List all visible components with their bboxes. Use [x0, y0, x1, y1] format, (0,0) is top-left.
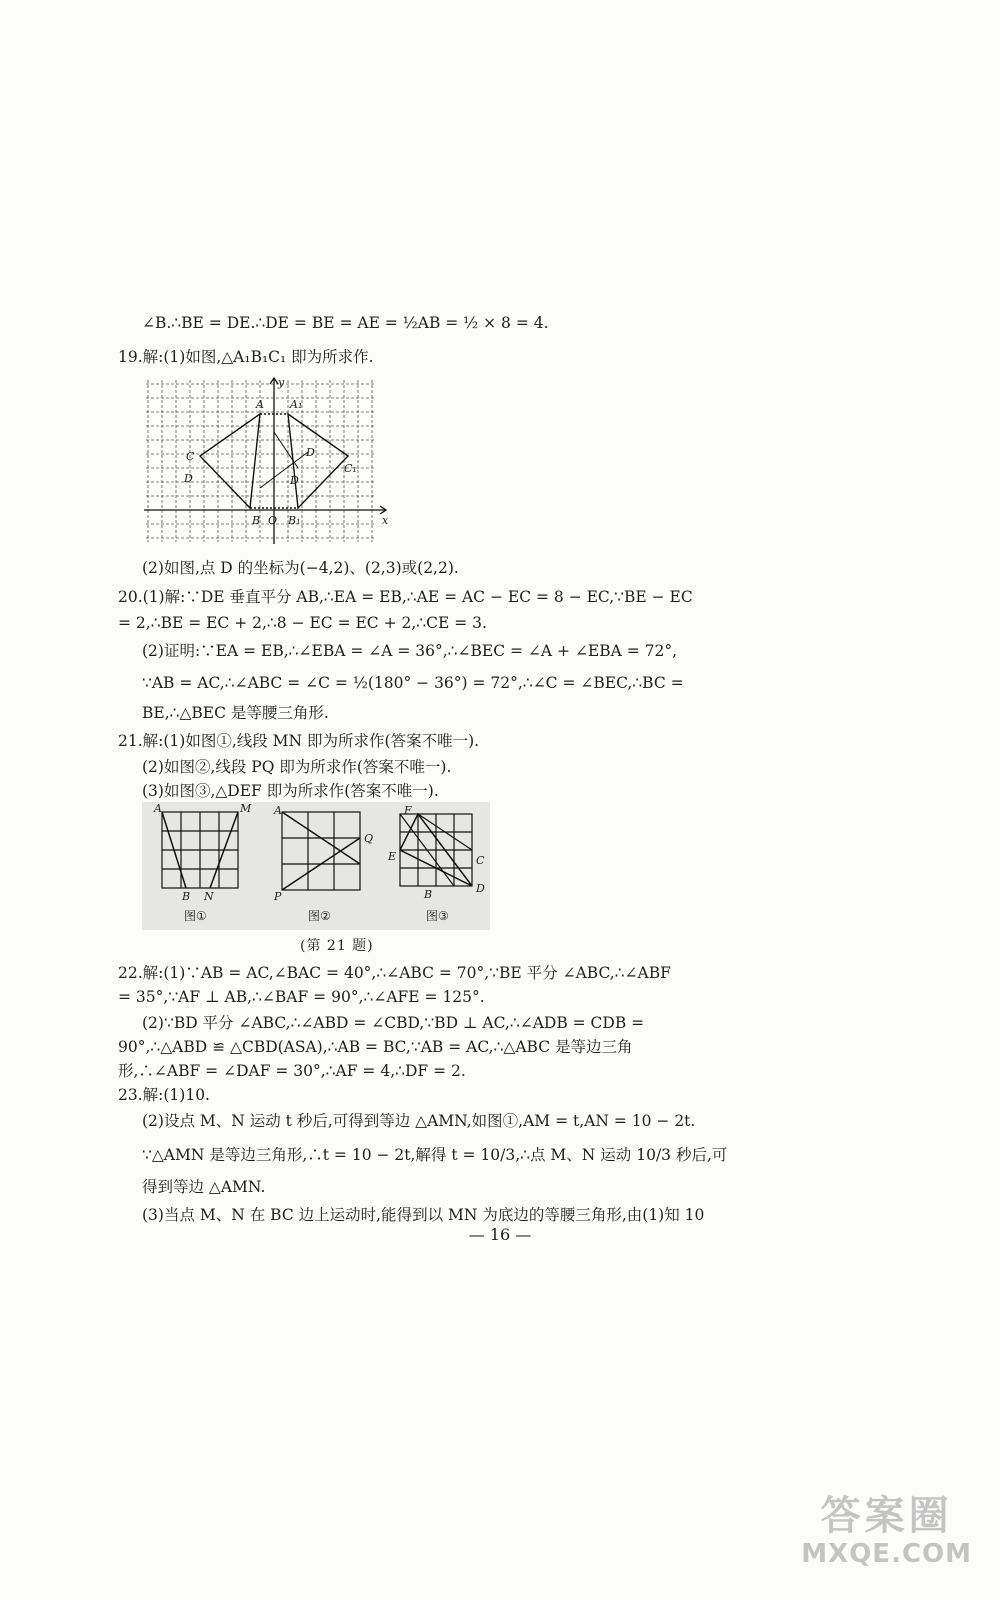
- watermark-logo: [801, 1492, 972, 1568]
- text-line-q20-4: ∵AB = AC,∴∠ABC = ∠C = ½(180° − 36°) = 72°,∴∠C = ∠BEC,∴BC =: [142, 674, 684, 692]
- text-line-q19-2: (2)如图,点 D 的坐标为(−4,2)、(2,3)或(2,2).: [142, 559, 459, 577]
- text-line-q23-4: 得到等边 △AMN.: [142, 1178, 266, 1196]
- fig2-label-q: Q: [364, 832, 374, 845]
- text-line-q22-5: 形,∴∠ABF = ∠DAF = 30°,∴AF = 4,∴DF = 2.: [118, 1062, 466, 1080]
- triangle-a1b1c1: [288, 414, 348, 508]
- fig3-label-d: D: [476, 882, 485, 895]
- fig2-label-p: P: [274, 890, 282, 903]
- text-line-q21-2: (2)如图②,线段 PQ 即为所求作(答案不唯一).: [142, 758, 452, 776]
- text-line-q23-2: (2)设点 M、N 运动 t 秒后,可得到等边 △AMN,如图①,AM = t,AN = 10 − 2t.: [142, 1112, 696, 1130]
- text-line-q22-2: = 35°,∵AF ⊥ AB,∴∠BAF = 90°,∴∠AFE = 125°.: [118, 988, 485, 1006]
- fig3-caption: 图③: [426, 909, 449, 923]
- text-line-q20-1: 20.(1)解:∵DE 垂直平分 AB,∴EA = EB,∴AE = AC − EC = 8 − EC,∵BE − EC: [118, 588, 693, 606]
- figure-caption-q21: (第 21 题): [300, 938, 374, 954]
- fig3-label-b: B: [424, 888, 433, 901]
- fig3-label-c: C: [476, 854, 485, 867]
- point-label-d: D: [184, 472, 193, 485]
- point-label-c: C: [186, 450, 195, 463]
- fig1-caption: 图①: [184, 909, 207, 923]
- text-line-q20-5: BE,∴△BEC 是等腰三角形.: [142, 704, 329, 722]
- fig2-caption: 图②: [308, 909, 331, 923]
- fig3-label-f: F: [404, 804, 412, 817]
- fig3-label-e: E: [388, 850, 397, 863]
- text-line-q23-3: ∵△AMN 是等边三角形,∴t = 10 − 2t,解得 t = 10/3,∴点 M、N 运动 10/3 秒后,可: [142, 1146, 728, 1164]
- point-label-d: D: [306, 446, 315, 459]
- text-line-q22-1: 22.解:(1)∵AB = AC,∠BAC = 40°,∴∠ABC = 70°,∵BE 平分 ∠ABC,∴∠ABF: [118, 964, 671, 982]
- point-label-b1: B₁: [288, 514, 301, 527]
- point-label-a1: A₁: [290, 398, 303, 411]
- text-line-q21-1: 21.解:(1)如图①,线段 MN 即为所求作(答案不唯一).: [118, 732, 480, 750]
- fig1-label-n: N: [204, 890, 214, 903]
- fig1-label-a: A: [154, 802, 162, 815]
- text-line-q20-3: (2)证明:∵EA = EB,∴∠EBA = ∠A = 36°,∴∠BEC = ∠A + ∠EBA = 72°,: [142, 642, 678, 660]
- text-line-continuation: ∠B.∴BE = DE.∴DE = BE = AE = ½AB = ½ × 8 = 4.: [142, 314, 549, 332]
- watermark-url: MXQE.COM: [801, 1539, 972, 1569]
- origin-label-o: O: [268, 514, 278, 527]
- text-line-q19-1: 19.解:(1)如图,△A₁B₁C₁ 即为所求作.: [118, 348, 374, 366]
- text-line-q22-3: (2)∵BD 平分 ∠ABC,∴∠ABD = ∠CBD,∵BD ⊥ AC,∴∠ADB = CDB =: [142, 1014, 645, 1032]
- text-line-q23-1: 23.解:(1)10.: [118, 1086, 210, 1104]
- fig1-label-m: M: [240, 802, 252, 815]
- text-line-q22-4: 90°,∴△ABD ≌ △CBD(ASA),∴AB = BC,∵AB = AC,∴△ABC 是等边三角: [118, 1038, 633, 1056]
- point-label-c1: C₁: [344, 462, 357, 475]
- watermark-text: 答案圈: [820, 1493, 953, 1539]
- text-line-q21-3: (3)如图③,△DEF 即为所求作(答案不唯一).: [142, 782, 439, 800]
- point-label-d: D: [290, 474, 299, 487]
- q19-grid-figure: [142, 376, 394, 548]
- text-line-q20-2: = 2,∴BE = EC + 2,∴8 − EC = EC + 2,∴CE = 3.: [118, 614, 487, 632]
- triangle-abc: [200, 414, 260, 508]
- text-line-q23-5: (3)当点 M、N 在 BC 边上运动时,能得到以 MN 为底边的等腰三角形,由(1)知 10: [142, 1206, 705, 1224]
- axis-label-y: y: [278, 376, 285, 389]
- point-label-b: B: [252, 514, 261, 527]
- point-label-a: A: [256, 398, 264, 411]
- axis-label-x: x: [382, 514, 389, 527]
- q21-square-figures: [142, 802, 490, 930]
- fig1-label-b: B: [182, 890, 191, 903]
- fig2-label-a: A: [274, 804, 282, 817]
- page-number: — 16 —: [468, 1225, 532, 1244]
- axes: [144, 378, 386, 544]
